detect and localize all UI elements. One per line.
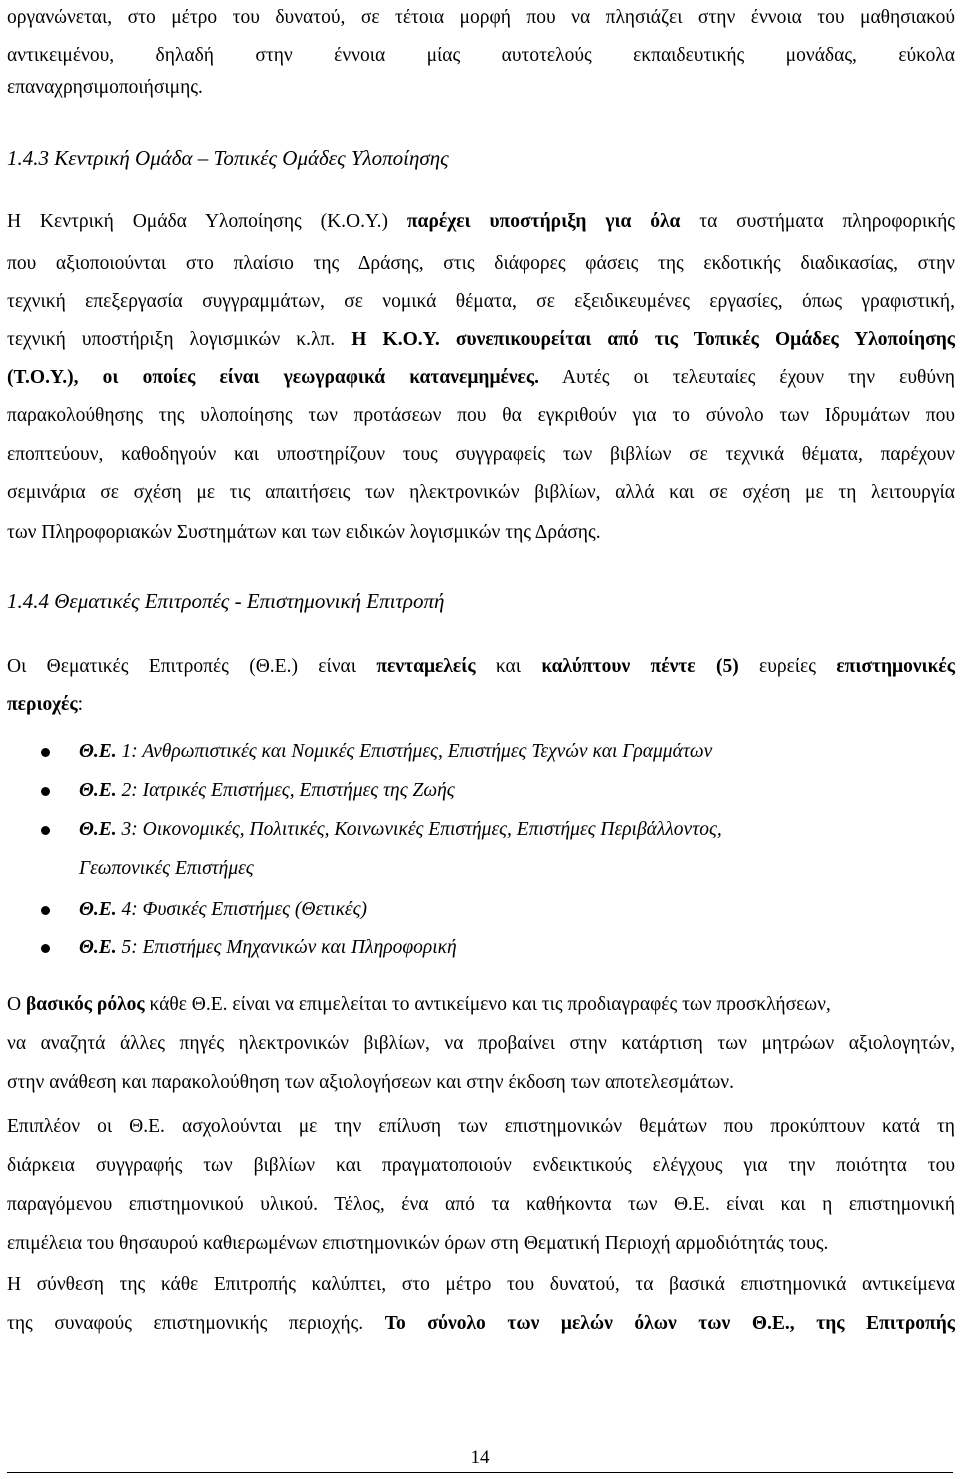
paragraph-line: των Πληροφοριακών Συστημάτων και των ειδικών λογισμικών της Δράσης. (7, 522, 601, 543)
section-heading-1-4-3: 1.4.3 Κεντρική Ομάδα – Τοπικές Ομάδες Υλοποίησης (7, 146, 449, 170)
paragraph-line: τεχνική επεξεργασία συγγραμμάτων, σε νομικά θέματα, σε εξειδικευμένες εργασίες, όπως γραφιστική, (7, 291, 955, 312)
paragraph-line: Επιπλέον οι Θ.Ε. ασχολούνται με την επίλυση των επιστημονικών θεμάτων που προκύπτουν κατά τη (7, 1116, 955, 1137)
paragraph-line: εποπτεύουν, καθοδηγούν και υποστηρίζουν τους συγγραφείς των βιβλίων σε τεχνικά θέματα, παρέχουν (7, 444, 955, 465)
intro-line-3: επαναχρησιμοποιήσιμης. (7, 77, 203, 98)
paragraph-line: παραγόμενου επιστημονικού υλικού. Τέλος, ένα από τα καθήκοντα των Θ.Ε. είναι και η επιστημονική (7, 1194, 955, 1215)
paragraph-line: διάρκεια συγγραφής των βιβλίων και πραγματοποιούν ενδεικτικούς ελέγχους για την ποιότητα του (7, 1155, 955, 1176)
paragraph-line: να αναζητά άλλες πηγές ηλεκτρονικών βιβλίων, να προβαίνει στην κατάρτιση των μητρώων αξιολογητών, (7, 1033, 955, 1054)
paragraph-line: περιοχές: (7, 694, 83, 715)
bullet-icon (41, 748, 50, 757)
intro-line-2: αντικειμένου, δηλαδή στην έννοια μίας αυτοτελούς εκπαιδευτικής μονάδας, εύκολα (7, 45, 955, 66)
section-heading-1-4-4: 1.4.4 Θεματικές Επιτροπές - Επιστημονική Επιτροπή (7, 589, 445, 613)
paragraph-line: τεχνική υποστήριξη λογισμικών κ.λπ. Η Κ.Ο.Υ. συνεπικουρείται από τις Τοπικές Ομάδες Υλοποίησης (7, 329, 955, 350)
paragraph-line: Οι Θεματικές Επιτροπές (Θ.Ε.) είναι πενταμελείς και καλύπτουν πέντε (5) ευρείες επιστημονικές (7, 656, 955, 677)
paragraph-line: σεμινάρια σε σχέση με τις απαιτήσεις των ηλεκτρονικών βιβλίων, αλλά και σε σχέση με τη λειτουργία (7, 482, 955, 503)
bullet-icon (41, 826, 50, 835)
intro-line-1: οργανώνεται, στο μέτρο του δυνατού, σε τέτοια μορφή που να πλησιάζει στην έννοια του μαθησιακού (7, 7, 955, 28)
paragraph-line: επιμέλεια του θησαυρού καθιερωμένων επιστημονικών όρων στη Θεματική Περιοχή αρμοδιότητάς τους. (7, 1233, 829, 1254)
bullet-icon (41, 787, 50, 796)
paragraph-line: παρακολούθησης της υλοποίησης των προτάσεων που θα εγκριθούν για το σύνολο των Ιδρυμάτων που (7, 405, 955, 426)
paragraph-line: στην ανάθεση και παρακολούθηση των αξιολογήσεων και στην έκδοση των αποτελεσμάτων. (7, 1072, 734, 1093)
paragraph-line: Ο βασικός ρόλος κάθε Θ.Ε. είναι να επιμελείται το αντικείμενο και τις προδιαγραφές των προσκλήσεων, (7, 994, 831, 1015)
bullet-icon (41, 906, 50, 915)
paragraph-line: που αξιοποιούνται στο πλαίσιο της Δράσης, στις διάφορες φάσεις της εκδοτικής διαδικασίας, στην (7, 253, 955, 274)
paragraph-line: (Τ.Ο.Υ.), οι οποίες είναι γεωγραφικά κατανεμημένες. Αυτές οι τελευταίες έχουν την ευθύνη (7, 367, 955, 388)
paragraph-line: Η σύνθεση της κάθε Επιτροπής καλύπτει, στο μέτρο του δυνατού, τα βασικά επιστημονικά αντικείμενα (7, 1274, 955, 1295)
paragraph-line: Η Κεντρική Ομάδα Υλοποίησης (Κ.Ο.Υ.) παρέχει υποστήριξη για όλα τα συστήματα πληροφορικής (7, 211, 955, 232)
bullet-icon (41, 944, 50, 953)
page-number: 14 (470, 1447, 490, 1468)
paragraph-line: της συναφούς επιστημονικής περιοχής. Το σύνολο των μελών όλων των Θ.Ε., της Επιτροπής (7, 1313, 955, 1334)
footer-divider (7, 1472, 953, 1473)
